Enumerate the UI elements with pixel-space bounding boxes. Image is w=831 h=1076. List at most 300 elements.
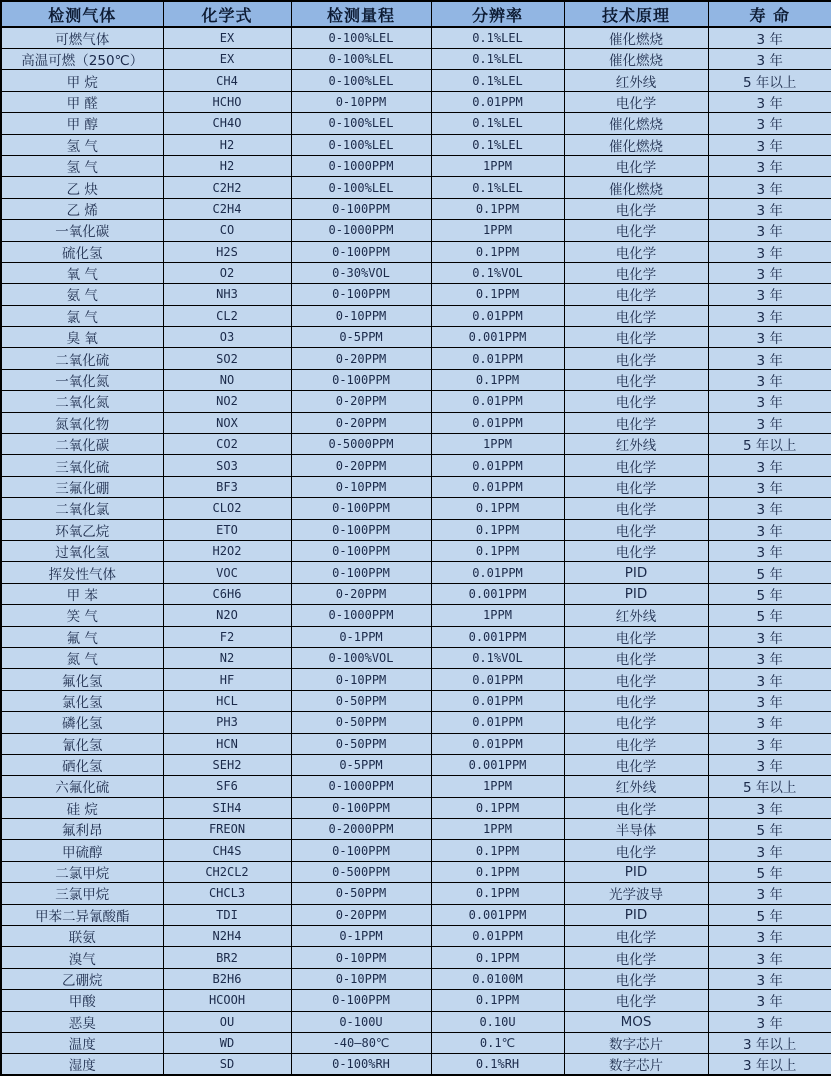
cell-resolution: 0.01PPM — [431, 455, 564, 476]
cell-chemical-formula: F2 — [163, 626, 291, 647]
cell-resolution: 1PPM — [431, 434, 564, 455]
cell-gas-name: 磷化氢 — [1, 712, 163, 733]
cell-technical-principle: 电化学 — [564, 626, 708, 647]
table-row — [1, 690, 831, 711]
cell-technical-principle: 电化学 — [564, 369, 708, 390]
cell-technical-principle: 电化学 — [564, 241, 708, 262]
cell-chemical-formula: NOX — [163, 412, 291, 433]
cell-lifespan: 3 年 — [708, 284, 831, 305]
cell-technical-principle: MOS — [564, 1011, 708, 1032]
table-row — [1, 605, 831, 626]
table-row — [1, 113, 831, 134]
cell-technical-principle: 电化学 — [564, 455, 708, 476]
cell-gas-name: 三氟化硼 — [1, 476, 163, 497]
cell-detection-range: 0-100PPM — [291, 990, 431, 1011]
cell-chemical-formula: CLO2 — [163, 498, 291, 519]
cell-lifespan: 3 年 — [708, 412, 831, 433]
table-row — [1, 498, 831, 519]
cell-resolution: 0.1PPM — [431, 369, 564, 390]
cell-resolution: 0.01PPM — [431, 926, 564, 947]
cell-technical-principle: 电化学 — [564, 155, 708, 176]
cell-chemical-formula: FREON — [163, 819, 291, 840]
cell-gas-name: 过氧化氢 — [1, 540, 163, 561]
cell-chemical-formula: NH3 — [163, 284, 291, 305]
cell-lifespan: 3 年 — [708, 519, 831, 540]
cell-resolution: 0.001PPM — [431, 904, 564, 925]
cell-gas-name: 甲 苯 — [1, 583, 163, 604]
cell-gas-name: 硅 烷 — [1, 797, 163, 818]
cell-chemical-formula: CH2CL2 — [163, 861, 291, 882]
cell-resolution: 1PPM — [431, 605, 564, 626]
table-row — [1, 262, 831, 283]
cell-chemical-formula: SF6 — [163, 776, 291, 797]
table-row — [1, 712, 831, 733]
cell-lifespan: 3 年 — [708, 540, 831, 561]
cell-chemical-formula: CHCL3 — [163, 883, 291, 904]
cell-gas-name: 二氧化氮 — [1, 391, 163, 412]
column-header-lifespan: 寿 命 — [708, 1, 831, 27]
cell-technical-principle: 红外线 — [564, 605, 708, 626]
cell-resolution: 0.1%VOL — [431, 647, 564, 668]
cell-gas-name: 甲酸 — [1, 990, 163, 1011]
cell-detection-range: 0-10PPM — [291, 669, 431, 690]
cell-lifespan: 3 年 — [708, 198, 831, 219]
cell-technical-principle: 电化学 — [564, 519, 708, 540]
cell-lifespan: 3 年 — [708, 669, 831, 690]
table-row — [1, 754, 831, 775]
cell-resolution: 0.001PPM — [431, 626, 564, 647]
cell-detection-range: 0-100%VOL — [291, 647, 431, 668]
cell-lifespan: 3 年 — [708, 797, 831, 818]
cell-chemical-formula: WD — [163, 1032, 291, 1053]
cell-gas-name: 可燃气体 — [1, 27, 163, 49]
cell-technical-principle: 催化燃烧 — [564, 134, 708, 155]
table-row — [1, 391, 831, 412]
cell-gas-name: 二氧化硫 — [1, 348, 163, 369]
cell-detection-range: 0-100PPM — [291, 540, 431, 561]
cell-chemical-formula: CH4O — [163, 113, 291, 134]
cell-lifespan: 3 年 — [708, 712, 831, 733]
table-row — [1, 904, 831, 925]
cell-resolution: 0.1PPM — [431, 861, 564, 882]
cell-resolution: 0.001PPM — [431, 583, 564, 604]
cell-detection-range: 0-5000PPM — [291, 434, 431, 455]
table-row — [1, 49, 831, 70]
cell-resolution: 0.1PPM — [431, 947, 564, 968]
cell-chemical-formula: SEH2 — [163, 754, 291, 775]
column-header-formula: 化学式 — [163, 1, 291, 27]
cell-gas-name: 三氯甲烷 — [1, 883, 163, 904]
cell-chemical-formula: SD — [163, 1054, 291, 1076]
cell-chemical-formula: SO3 — [163, 455, 291, 476]
cell-technical-principle: 催化燃烧 — [564, 113, 708, 134]
cell-technical-principle: 电化学 — [564, 262, 708, 283]
cell-lifespan: 3 年 — [708, 177, 831, 198]
cell-chemical-formula: CH4S — [163, 840, 291, 861]
cell-lifespan: 3 年 — [708, 647, 831, 668]
cell-gas-name: 三氧化硫 — [1, 455, 163, 476]
column-header-principle: 技术原理 — [564, 1, 708, 27]
cell-chemical-formula: EX — [163, 27, 291, 49]
table-row — [1, 797, 831, 818]
cell-resolution: 0.1PPM — [431, 797, 564, 818]
cell-lifespan: 3 年以上 — [708, 1032, 831, 1053]
cell-resolution: 0.1%LEL — [431, 177, 564, 198]
cell-lifespan: 5 年 — [708, 583, 831, 604]
cell-gas-name: 恶臭 — [1, 1011, 163, 1032]
cell-chemical-formula: TDI — [163, 904, 291, 925]
cell-technical-principle: 电化学 — [564, 947, 708, 968]
cell-detection-range: 0-1PPM — [291, 626, 431, 647]
cell-resolution: 0.01PPM — [431, 91, 564, 112]
cell-technical-principle: 电化学 — [564, 198, 708, 219]
table-row — [1, 840, 831, 861]
cell-technical-principle: 电化学 — [564, 284, 708, 305]
cell-gas-name: 甲苯二异氰酸酯 — [1, 904, 163, 925]
cell-lifespan: 3 年 — [708, 690, 831, 711]
cell-chemical-formula: HCL — [163, 690, 291, 711]
cell-technical-principle: 电化学 — [564, 391, 708, 412]
cell-technical-principle: 电化学 — [564, 690, 708, 711]
cell-gas-name: 乙 烯 — [1, 198, 163, 219]
cell-technical-principle: PID — [564, 583, 708, 604]
table-row — [1, 70, 831, 91]
cell-detection-range: 0-100%LEL — [291, 70, 431, 91]
cell-lifespan: 3 年 — [708, 733, 831, 754]
cell-gas-name: 二氧化氯 — [1, 498, 163, 519]
table-row — [1, 947, 831, 968]
table-row — [1, 861, 831, 882]
cell-chemical-formula: B2H6 — [163, 968, 291, 989]
cell-gas-name: 氮 气 — [1, 647, 163, 668]
cell-gas-name: 氨 气 — [1, 284, 163, 305]
table-row — [1, 926, 831, 947]
cell-gas-name: 氢 气 — [1, 155, 163, 176]
table-row — [1, 198, 831, 219]
cell-gas-name: 甲硫醇 — [1, 840, 163, 861]
cell-chemical-formula: H2S — [163, 241, 291, 262]
cell-gas-name: 挥发性气体 — [1, 562, 163, 583]
cell-gas-name: 二氯甲烷 — [1, 861, 163, 882]
cell-chemical-formula: VOC — [163, 562, 291, 583]
cell-detection-range: 0-5PPM — [291, 327, 431, 348]
cell-resolution: 0.1PPM — [431, 990, 564, 1011]
cell-lifespan: 3 年 — [708, 305, 831, 326]
cell-resolution: 1PPM — [431, 155, 564, 176]
cell-gas-name: 乙 炔 — [1, 177, 163, 198]
cell-resolution: 0.1%RH — [431, 1054, 564, 1076]
table-row — [1, 626, 831, 647]
cell-detection-range: 0-100%LEL — [291, 113, 431, 134]
table-row — [1, 1011, 831, 1032]
cell-lifespan: 3 年 — [708, 220, 831, 241]
cell-chemical-formula: HCN — [163, 733, 291, 754]
cell-resolution: 0.001PPM — [431, 327, 564, 348]
cell-chemical-formula: ETO — [163, 519, 291, 540]
cell-chemical-formula: C2H2 — [163, 177, 291, 198]
table-row — [1, 562, 831, 583]
cell-lifespan: 3 年 — [708, 455, 831, 476]
header-row — [1, 1, 831, 27]
cell-resolution: 0.01PPM — [431, 690, 564, 711]
cell-detection-range: 0-100%LEL — [291, 49, 431, 70]
cell-lifespan: 3 年 — [708, 947, 831, 968]
cell-detection-range: 0-20PPM — [291, 391, 431, 412]
table-body — [1, 27, 831, 1075]
cell-chemical-formula: SIH4 — [163, 797, 291, 818]
cell-chemical-formula: N2H4 — [163, 926, 291, 947]
cell-chemical-formula: O3 — [163, 327, 291, 348]
cell-detection-range: 0-100%LEL — [291, 134, 431, 155]
cell-chemical-formula: SO2 — [163, 348, 291, 369]
cell-gas-name: 氧 气 — [1, 262, 163, 283]
cell-lifespan: 3 年 — [708, 348, 831, 369]
table-row — [1, 819, 831, 840]
cell-resolution: 0.1PPM — [431, 284, 564, 305]
cell-detection-range: 0-20PPM — [291, 904, 431, 925]
cell-lifespan: 3 年 — [708, 134, 831, 155]
cell-detection-range: 0-100%LEL — [291, 27, 431, 49]
cell-resolution: 0.10U — [431, 1011, 564, 1032]
cell-gas-name: 一氧化氮 — [1, 369, 163, 390]
cell-lifespan: 5 年 — [708, 904, 831, 925]
cell-technical-principle: 数字芯片 — [564, 1032, 708, 1053]
cell-gas-name: 氮氧化物 — [1, 412, 163, 433]
cell-detection-range: 0-10PPM — [291, 947, 431, 968]
table-row — [1, 305, 831, 326]
cell-detection-range: 0-2000PPM — [291, 819, 431, 840]
cell-chemical-formula: CL2 — [163, 305, 291, 326]
cell-detection-range: 0-10PPM — [291, 305, 431, 326]
cell-gas-name: 笑 气 — [1, 605, 163, 626]
cell-detection-range: 0-500PPM — [291, 861, 431, 882]
cell-lifespan: 3 年 — [708, 968, 831, 989]
cell-resolution: 1PPM — [431, 220, 564, 241]
cell-detection-range: 0-50PPM — [291, 883, 431, 904]
table-row — [1, 540, 831, 561]
table-row — [1, 733, 831, 754]
cell-technical-principle: 电化学 — [564, 733, 708, 754]
cell-chemical-formula: O2 — [163, 262, 291, 283]
cell-technical-principle: 红外线 — [564, 776, 708, 797]
cell-technical-principle: PID — [564, 861, 708, 882]
cell-detection-range: 0-1000PPM — [291, 605, 431, 626]
table-row — [1, 348, 831, 369]
cell-gas-name: 联氨 — [1, 926, 163, 947]
cell-gas-name: 氯 气 — [1, 305, 163, 326]
table-row — [1, 91, 831, 112]
cell-detection-range: 0-100%RH — [291, 1054, 431, 1076]
cell-lifespan: 3 年 — [708, 327, 831, 348]
cell-resolution: 0.1%VOL — [431, 262, 564, 283]
cell-technical-principle: 电化学 — [564, 91, 708, 112]
cell-gas-name: 氟利昂 — [1, 819, 163, 840]
cell-chemical-formula: H2O2 — [163, 540, 291, 561]
cell-lifespan: 3 年以上 — [708, 1054, 831, 1076]
cell-detection-range: 0-100PPM — [291, 369, 431, 390]
cell-resolution: 0.01PPM — [431, 733, 564, 754]
cell-lifespan: 3 年 — [708, 840, 831, 861]
table-row — [1, 369, 831, 390]
cell-gas-name: 高温可燃（250℃） — [1, 49, 163, 70]
cell-technical-principle: 催化燃烧 — [564, 177, 708, 198]
cell-chemical-formula: BR2 — [163, 947, 291, 968]
cell-lifespan: 3 年 — [708, 883, 831, 904]
cell-chemical-formula: PH3 — [163, 712, 291, 733]
cell-lifespan: 3 年 — [708, 754, 831, 775]
cell-technical-principle: 电化学 — [564, 926, 708, 947]
cell-lifespan: 3 年 — [708, 155, 831, 176]
cell-resolution: 0.01PPM — [431, 391, 564, 412]
cell-detection-range: 0-1000PPM — [291, 220, 431, 241]
cell-technical-principle: 电化学 — [564, 305, 708, 326]
cell-technical-principle: 催化燃烧 — [564, 49, 708, 70]
cell-detection-range: 0-10PPM — [291, 91, 431, 112]
cell-resolution: 1PPM — [431, 819, 564, 840]
cell-gas-name: 氰化氢 — [1, 733, 163, 754]
cell-technical-principle: 数字芯片 — [564, 1054, 708, 1076]
table-row — [1, 455, 831, 476]
cell-resolution: 0.1%LEL — [431, 27, 564, 49]
cell-chemical-formula: CO — [163, 220, 291, 241]
cell-resolution: 0.01PPM — [431, 348, 564, 369]
cell-chemical-formula: HCOOH — [163, 990, 291, 1011]
cell-detection-range: 0-10PPM — [291, 476, 431, 497]
cell-lifespan: 3 年 — [708, 91, 831, 112]
cell-detection-range: 0-1PPM — [291, 926, 431, 947]
table-row — [1, 776, 831, 797]
cell-chemical-formula: N2 — [163, 647, 291, 668]
table-row — [1, 519, 831, 540]
cell-resolution: 0.1PPM — [431, 198, 564, 219]
cell-detection-range: 0-20PPM — [291, 583, 431, 604]
cell-gas-name: 氯化氢 — [1, 690, 163, 711]
cell-technical-principle: 电化学 — [564, 476, 708, 497]
cell-detection-range: 0-100PPM — [291, 797, 431, 818]
cell-gas-name: 二氧化碳 — [1, 434, 163, 455]
cell-detection-range: 0-5PPM — [291, 754, 431, 775]
cell-technical-principle: 电化学 — [564, 540, 708, 561]
cell-technical-principle: 电化学 — [564, 968, 708, 989]
table-row — [1, 968, 831, 989]
cell-resolution: 0.1PPM — [431, 241, 564, 262]
cell-lifespan: 3 年 — [708, 27, 831, 49]
cell-lifespan: 5 年以上 — [708, 776, 831, 797]
cell-detection-range: 0-100PPM — [291, 498, 431, 519]
cell-lifespan: 3 年 — [708, 476, 831, 497]
cell-lifespan: 3 年 — [708, 498, 831, 519]
cell-lifespan: 5 年 — [708, 605, 831, 626]
cell-detection-range: 0-100%LEL — [291, 177, 431, 198]
cell-chemical-formula: HF — [163, 669, 291, 690]
cell-gas-name: 氟化氢 — [1, 669, 163, 690]
table-row — [1, 1054, 831, 1076]
cell-resolution: 0.001PPM — [431, 754, 564, 775]
cell-lifespan: 3 年 — [708, 241, 831, 262]
cell-detection-range: 0-20PPM — [291, 348, 431, 369]
cell-chemical-formula: NO — [163, 369, 291, 390]
cell-resolution: 0.01PPM — [431, 712, 564, 733]
cell-detection-range: 0-1000PPM — [291, 155, 431, 176]
cell-detection-range: 0-100PPM — [291, 241, 431, 262]
cell-technical-principle: 光学波导 — [564, 883, 708, 904]
cell-resolution: 0.1PPM — [431, 540, 564, 561]
cell-detection-range: 0-20PPM — [291, 455, 431, 476]
cell-chemical-formula: EX — [163, 49, 291, 70]
cell-technical-principle: 电化学 — [564, 220, 708, 241]
cell-resolution: 1PPM — [431, 776, 564, 797]
cell-gas-name: 硫化氢 — [1, 241, 163, 262]
column-header-gas: 检测气体 — [1, 1, 163, 27]
cell-detection-range: 0-1000PPM — [291, 776, 431, 797]
cell-detection-range: 0-100PPM — [291, 562, 431, 583]
cell-lifespan: 3 年 — [708, 926, 831, 947]
table-row — [1, 155, 831, 176]
cell-resolution: 0.1PPM — [431, 519, 564, 540]
cell-gas-name: 环氧乙烷 — [1, 519, 163, 540]
cell-resolution: 0.1%LEL — [431, 70, 564, 91]
cell-gas-name: 甲 烷 — [1, 70, 163, 91]
cell-detection-range: 0-20PPM — [291, 412, 431, 433]
table-row — [1, 177, 831, 198]
cell-resolution: 0.1%LEL — [431, 49, 564, 70]
table-row — [1, 476, 831, 497]
cell-detection-range: 0-50PPM — [291, 733, 431, 754]
cell-detection-range: 0-100PPM — [291, 840, 431, 861]
cell-lifespan: 3 年 — [708, 369, 831, 390]
cell-gas-name: 氢 气 — [1, 134, 163, 155]
table-row — [1, 412, 831, 433]
cell-detection-range: -40—80℃ — [291, 1032, 431, 1053]
cell-chemical-formula: C6H6 — [163, 583, 291, 604]
cell-chemical-formula: N2O — [163, 605, 291, 626]
cell-chemical-formula: NO2 — [163, 391, 291, 412]
cell-technical-principle: 电化学 — [564, 840, 708, 861]
column-header-range: 检测量程 — [291, 1, 431, 27]
cell-lifespan: 5 年以上 — [708, 434, 831, 455]
cell-detection-range: 0-30%VOL — [291, 262, 431, 283]
cell-gas-name: 温度 — [1, 1032, 163, 1053]
cell-gas-name: 甲 醛 — [1, 91, 163, 112]
table-row — [1, 1032, 831, 1053]
cell-technical-principle: 红外线 — [564, 70, 708, 91]
table-header — [1, 1, 831, 27]
cell-lifespan: 5 年 — [708, 562, 831, 583]
cell-detection-range: 0-50PPM — [291, 690, 431, 711]
cell-detection-range: 0-50PPM — [291, 712, 431, 733]
cell-detection-range: 0-100PPM — [291, 198, 431, 219]
cell-chemical-formula: HCHO — [163, 91, 291, 112]
cell-gas-name: 溴气 — [1, 947, 163, 968]
cell-gas-name: 氟 气 — [1, 626, 163, 647]
cell-chemical-formula: OU — [163, 1011, 291, 1032]
table-row — [1, 990, 831, 1011]
table-row — [1, 284, 831, 305]
cell-resolution: 0.1℃ — [431, 1032, 564, 1053]
cell-technical-principle: PID — [564, 904, 708, 925]
cell-gas-name: 一氧化碳 — [1, 220, 163, 241]
cell-detection-range: 0-10PPM — [291, 968, 431, 989]
cell-lifespan: 5 年 — [708, 819, 831, 840]
column-header-resolution: 分辨率 — [431, 1, 564, 27]
cell-technical-principle: 电化学 — [564, 647, 708, 668]
table-row — [1, 669, 831, 690]
cell-resolution: 0.01PPM — [431, 562, 564, 583]
cell-chemical-formula: H2 — [163, 155, 291, 176]
table-row — [1, 647, 831, 668]
cell-detection-range: 0-100PPM — [291, 519, 431, 540]
cell-technical-principle: 电化学 — [564, 348, 708, 369]
